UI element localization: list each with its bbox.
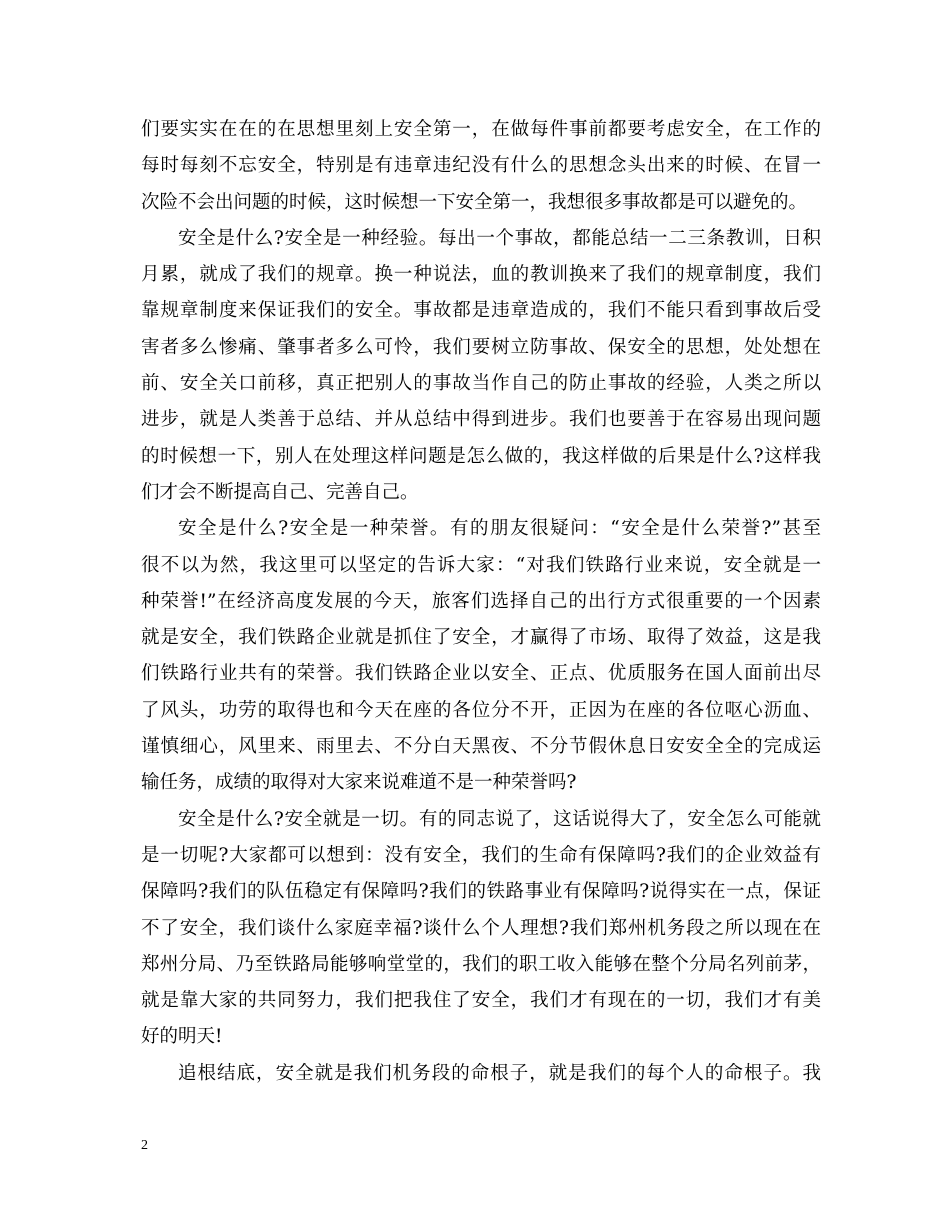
text-line: 前、安全关口前移，真正把别人的事故当作自己的防止事故的经验，人类之所以: [141, 373, 821, 395]
paragraph-5: [141, 1056, 821, 1092]
text-line: 很不以为然，我这里可以坚定的告诉大家：“对我们铁路行业来说，安全就是一: [141, 554, 821, 576]
text-line: 保障吗?我们的队伍稳定有保障吗?我们的铁路事业有保障吗?说得实在一点，保证: [141, 881, 821, 903]
text-line: 输任务，成绩的取得对大家来说难道不是一种荣誉吗?: [141, 772, 577, 794]
text-line: 次险不会出问题的时候，这时候想一下安全第一，我想很多事故都是可以避免的。: [141, 191, 808, 213]
paragraph-3: [141, 511, 821, 801]
text-line: 谨慎细心，风里来、雨里去、不分白天黑夜、不分节假休息日安安全全的完成运: [141, 736, 821, 758]
paragraph-2: [141, 221, 821, 511]
text-line: 了风头，功劳的取得也和今天在座的各位分不开，正因为在座的各位呕心沥血、: [141, 699, 821, 721]
text-line: 安全是什么?安全是一种经验。每出一个事故，都能总结一二三条教训，日积: [178, 227, 821, 249]
text-line: 安全是什么?安全是一种荣誉。有的朋友很疑问：“安全是什么荣誉?”甚至: [178, 518, 821, 540]
text-line: 月累，就成了我们的规章。换一种说法，血的教训换来了我们的规章制度，我们: [141, 264, 821, 286]
text-line: 追根结底，安全就是我们机务段的命根子，就是我们的每个人的命根子。我: [178, 1062, 821, 1084]
paragraph-4: [141, 802, 821, 1056]
paragraph-1: [141, 112, 821, 221]
text-line: 好的明天!: [141, 1026, 223, 1048]
text-line: 靠规章制度来保证我们的安全。事故都是违章造成的，我们不能只看到事故后受: [141, 300, 821, 322]
page-number: 2: [141, 1138, 148, 1153]
text-line: 每时每刻不忘安全，特别是有违章违纪没有什么的思想念头出来的时候、在冒一: [141, 155, 821, 177]
text-line: 的时候想一下，别人在处理这样问题是怎么做的，我这样做的后果是什么?这样我: [141, 445, 821, 467]
text-line: 们要实实在在的在思想里刻上安全第一，在做每件事前都要考虑安全，在工作的: [141, 119, 821, 140]
text-line: 郑州分局、乃至铁路局能够响堂堂的，我们的职工收入能够在整个分局名列前茅，: [141, 953, 821, 975]
text-line: 安全是什么?安全就是一切。有的同志说了，这话说得大了，安全怎么可能就: [178, 808, 821, 830]
text-line: 就是靠大家的共同努力，我们把我住了安全，我们才有现在的一切，我们才有美: [141, 990, 821, 1012]
text-line: 不了安全，我们谈什么家庭幸福?谈什么个人理想?我们郑州机务段之所以现在在: [141, 917, 821, 939]
document-body: [141, 112, 821, 1092]
text-line: 害者多么惨痛、肇事者多么可怜，我们要树立防事故、保安全的思想，处处想在: [141, 336, 821, 358]
text-line: 就是安全，我们铁路企业就是抓住了安全，才赢得了市场、取得了效益，这是我: [141, 627, 821, 649]
text-line: 是一切呢?大家都可以想到：没有安全，我们的生命有保障吗?我们的企业效益有: [141, 844, 821, 866]
text-line: 们铁路行业共有的荣誉。我们铁路企业以安全、正点、优质服务在国人面前出尽: [141, 663, 821, 685]
text-line: 种荣誉!”在经济高度发展的今天，旅客们选择自己的出行方式很重要的一个因素: [141, 590, 821, 612]
text-line: 们才会不断提高自己、完善自己。: [141, 481, 419, 503]
text-line: 进步，就是人类善于总结、并从总结中得到进步。我们也要善于在容易出现问题: [141, 409, 821, 431]
